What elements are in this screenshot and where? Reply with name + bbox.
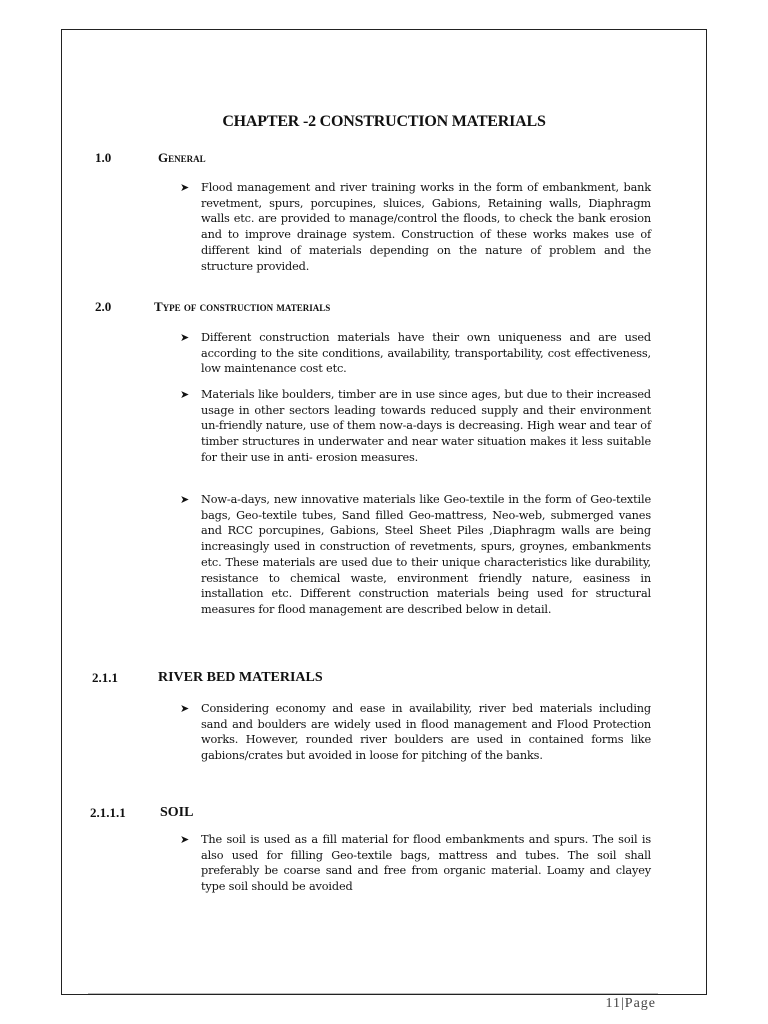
footer-divider: [88, 993, 658, 994]
paragraph-text: Materials like boulders, timber are in use since ages, but due to their increased usage in other sectors leading towards reduced supply and their environment un-friendly nature, use of them now-a-days is decreasing. High wear and tear of timber structures in underwater and near water situation makes it less suitable for their use in anti- erosion measures.: [201, 388, 651, 464]
footer-separator: |: [620, 996, 625, 1011]
section-number: 2.0: [95, 299, 112, 314]
paragraph-text: Flood management and river training works in the form of embankment, bank revetment, spurs, porcupines, sluices, Gabions, Retaining walls, Diaphragm walls etc. are provided to manage/control the floods, to check the bank erosion and to improve drainage system. Construction of these works makes use of different kind of materials depending on the nature of problem and the structure provided.: [201, 181, 651, 273]
page-number: 11: [605, 996, 621, 1011]
section-title: SOIL: [160, 805, 194, 820]
arrowhead-bullet-icon: ➤: [180, 388, 190, 401]
chapter-title: CHAPTER -2 CONSTRUCTION MATERIALS: [222, 113, 546, 130]
section-title: General: [158, 150, 206, 165]
arrowhead-bullet-icon: ➤: [180, 493, 190, 506]
section-number: 2.1.1.1: [90, 805, 126, 820]
paragraph-text: The soil is used as a fill material for flood embankments and spurs. The soil is also used for filling Geo-textile bags, mattress and tubes. The soil shall preferably be coarse sand and free from organic material. Loamy and clayey type soil should be avoided: [201, 833, 651, 894]
paragraph-text: Considering economy and ease in availability, river bed materials including sand and boulders are widely used in flood management and Flood Protection works. However, rounded river boulders are used in contained forms like gabions/crates but avoided in loose for pitching of the banks.: [201, 702, 651, 763]
paragraph-text: Now-a-days, new innovative materials like Geo-textile in the form of Geo-textile bags, Geo-textile tubes, Sand filled Geo-mattress, Neo-web, submerged vanes and RCC porcupines, Gabions, Steel Sheet Piles ,Diaphragm walls are being increasingly used in construction of revetments, spurs, groynes, embankments etc. These materials are used due to their unique characteristics like durability, resistance to chemical waste, environment friendly nature, easiness in installation etc. Different construction materials being used for structural measures for flood management are described below in detail.: [201, 493, 651, 616]
arrowhead-bullet-icon: ➤: [180, 702, 190, 715]
paragraph-text: Different construction materials have their own uniqueness and are used according to the site conditions, availability, transportability, cost effectiveness, low maintenance cost etc.: [201, 331, 651, 376]
page-label: Page: [624, 996, 656, 1011]
list-item: [180, 492, 651, 618]
list-item: [180, 330, 651, 377]
list-item: [180, 180, 651, 274]
list-item: [180, 387, 651, 466]
page-footer: [605, 996, 656, 1012]
arrowhead-bullet-icon: ➤: [180, 181, 190, 194]
section-number: 1.0: [95, 150, 112, 165]
section-title: RIVER BED MATERIALS: [158, 670, 323, 685]
arrowhead-bullet-icon: ➤: [180, 331, 190, 344]
section-title: Type of construction materials: [154, 299, 331, 314]
section-number: 2.1.1: [92, 670, 118, 685]
arrowhead-bullet-icon: ➤: [180, 833, 190, 846]
list-item: [180, 701, 651, 764]
list-item: [180, 832, 651, 895]
